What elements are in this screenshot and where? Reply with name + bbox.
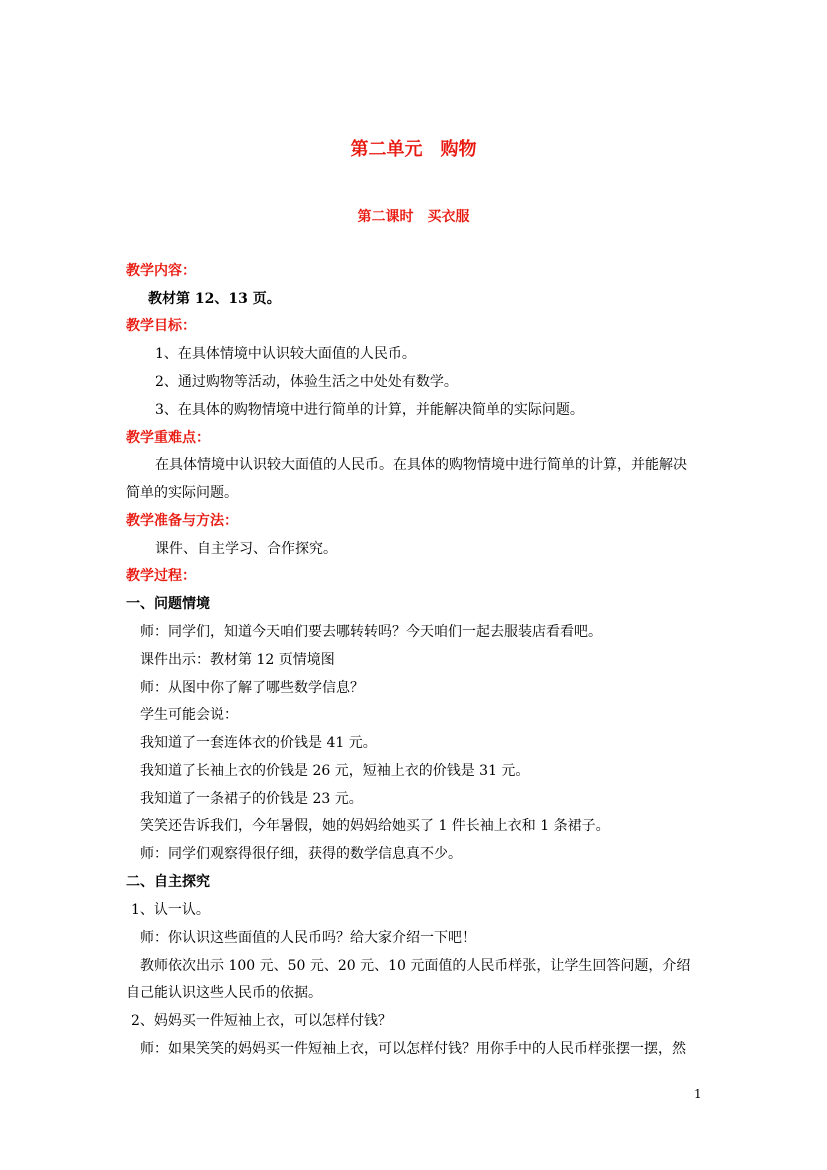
page-number: 1 (694, 1087, 702, 1101)
goal-item: 3、在具体的购物情境中进行简单的计算，并能解决简单的实际问题。 (155, 402, 584, 418)
keypoints-heading: 教学重难点： (126, 430, 210, 446)
goal-item: 1、在具体情境中认识较大面值的人民币。 (155, 346, 416, 362)
paragraph: 我知道了长袖上衣的价钱是 26 元，短袖上衣的价钱是 31 元。 (140, 763, 530, 779)
paragraph: 笑笑还告诉我们，今年暑假，她的妈妈给她买了 1 件长袖上衣和 1 条裙子。 (140, 818, 610, 834)
paragraph: 1、认一认。 (131, 902, 210, 918)
goal-item: 2、通过购物等活动，体验生活之中处处有数学。 (155, 374, 458, 390)
keypoints-text: 简单的实际问题。 (126, 485, 238, 501)
content-text: 教材第 12、13 页。 (148, 291, 281, 307)
paragraph: 2、妈妈买一件短袖上衣，可以怎样付钱？ (131, 1013, 392, 1029)
paragraph: 师：同学们观察得很仔细，获得的数学信息真不少。 (140, 846, 462, 862)
paragraph: 师：如果笑笑的妈妈买一件短袖上衣，可以怎样付钱？用你手中的人民币样张摆一摆，然 (140, 1041, 686, 1057)
content-heading: 教学内容： (126, 263, 196, 279)
paragraph: 师：从图中你了解了哪些数学信息？ (140, 680, 364, 696)
paragraph: 自己能认识这些人民币的依据。 (126, 985, 322, 1001)
paragraph: 教师依次出示 100 元、50 元、20 元、10 元面值的人民币样张，让学生回答问题，介绍 (140, 958, 691, 974)
paragraph: 我知道了一条裙子的价钱是 23 元。 (140, 791, 363, 807)
paragraph: 师：你认识这些面值的人民币吗？给大家介绍一下吧！ (140, 930, 476, 946)
paragraph: 课件出示：教材第 12 页情境图 (140, 652, 335, 668)
prep-text: 课件、自主学习、合作探究。 (155, 541, 337, 557)
paragraph: 学生可能会说： (140, 707, 238, 723)
prep-heading: 教学准备与方法： (126, 513, 238, 529)
section-heading: 一、问题情境 (126, 596, 210, 612)
paragraph: 我知道了一套连体衣的价钱是 41 元。 (140, 735, 377, 751)
goals-heading: 教学目标： (126, 318, 196, 334)
process-heading: 教学过程： (126, 568, 196, 584)
document-subtitle: 第二课时 买衣服 (357, 209, 470, 225)
section-heading: 二、自主探究 (126, 874, 210, 890)
keypoints-text: 在具体情境中认识较大面值的人民币。在具体的购物情境中进行简单的计算，并能解决 (155, 457, 687, 473)
paragraph: 师：同学们，知道今天咱们要去哪转转吗？今天咱们一起去服装店看看吧。 (140, 624, 602, 640)
document-title: 第二单元 购物 (350, 139, 477, 160)
